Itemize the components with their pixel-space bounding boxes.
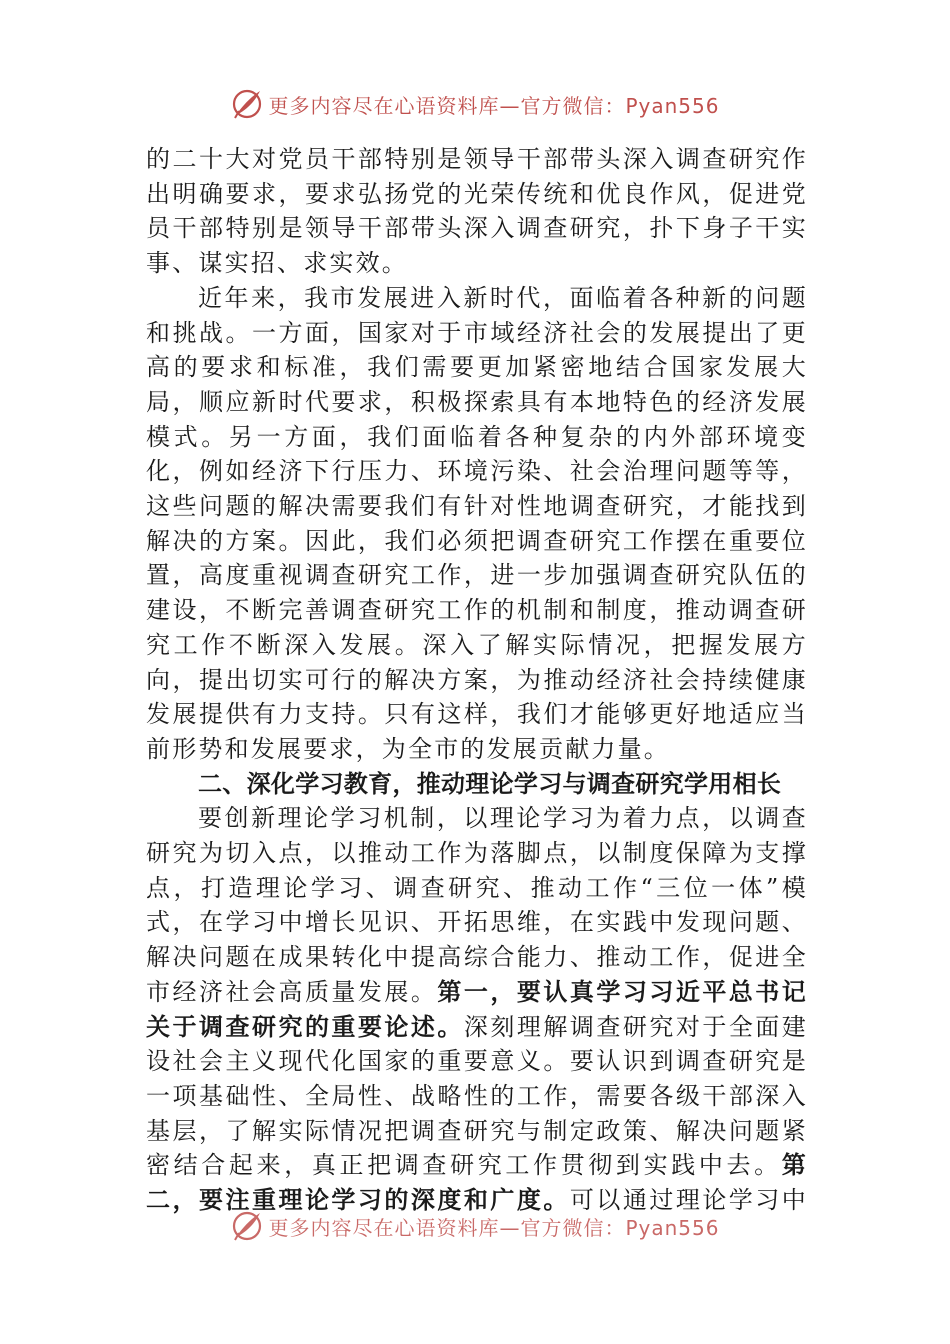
watermark-text: 更多内容尽在心语资料库—官方微信：Pyan556: [268, 1215, 720, 1240]
paragraph-study-mechanism: [146, 801, 808, 1222]
point-1-title: 第一，要认真学习习近平总书记关于调查研究的重要论述。: [146, 976, 808, 1041]
document-content: [146, 142, 808, 1222]
watermark-text: 更多内容尽在心语资料库—官方微信：Pyan556: [268, 93, 720, 118]
quill-pen-logo-icon: [230, 1209, 264, 1243]
paragraph-intro: 要创新理论学习机制，以理论学习为着力点，以调查研究为切入点，以推动工作为落脚点，以制度保障为支撑点，打造理论学习、调查研究、推动工作“三位一体”模式，在学习中增长见识、开拓思维，在实践中发现问题、解决问题在成果转化中提高综合能力、推动工作，促进全市经济社会高质量发展。: [146, 804, 808, 1006]
paragraph-continued: 的二十大对党员干部特别是领导干部带头深入调查研究作出明确要求，要求弘扬党的光荣传统和优良作风，促进党员干部特别是领导干部带头深入调查研究，扑下身子干实事、谋实招、求实效。: [146, 145, 808, 278]
point-1-body: 深刻理解调查研究对于全面建设社会主义现代化国家的重要意义。要认识到调查研究是一项基础性、全局性、战略性的工作，需要各级干部深入基层，了解实际情况把调查研究与制定政策、解决问题紧密结合起来，真正把调查研究工作贯彻到实践中去。: [146, 1012, 808, 1180]
point-2-body: 可以通过理论学习中: [569, 1186, 808, 1215]
section-heading-2: 二、深化学习教育，推动理论学习与调查研究学用相长: [198, 769, 782, 798]
point-2-title: 第二，要注重理论学习的深度和广度。: [146, 1150, 808, 1215]
paragraph-recent-years: 近年来，我市发展进入新时代，面临着各种新的问题和挑战。一方面，国家对于市域经济社会的发展提出了更高的要求和标准，我们需要更加紧密地结合国家发展大局，顺应新时代要求，积极探索具有本地特色的经济发展模式。另一方面，我们面临着各种复杂的内外部环境变化，例如经济下行压力、环境污染、社会治理问题等等，这些问题的解决需要我们有针对性地调查研究，才能找到解决的方案。因此，我们必须把调查研究工作摆在重要位置，高度重视调查研究工作，进一步加强调查研究队伍的建设，不断完善调查研究工作的机制和制度，推动调查研究工作不断深入发展。深入了解实际情况，把握发展方向，提出切实可行的解决方案，为推动经济社会持续健康发展提供有力支持。只有这样，我们才能够更好地适应当前形势和发展要求，为全市的发展贡献力量。: [146, 283, 808, 763]
footer-watermark: [0, 1206, 950, 1246]
